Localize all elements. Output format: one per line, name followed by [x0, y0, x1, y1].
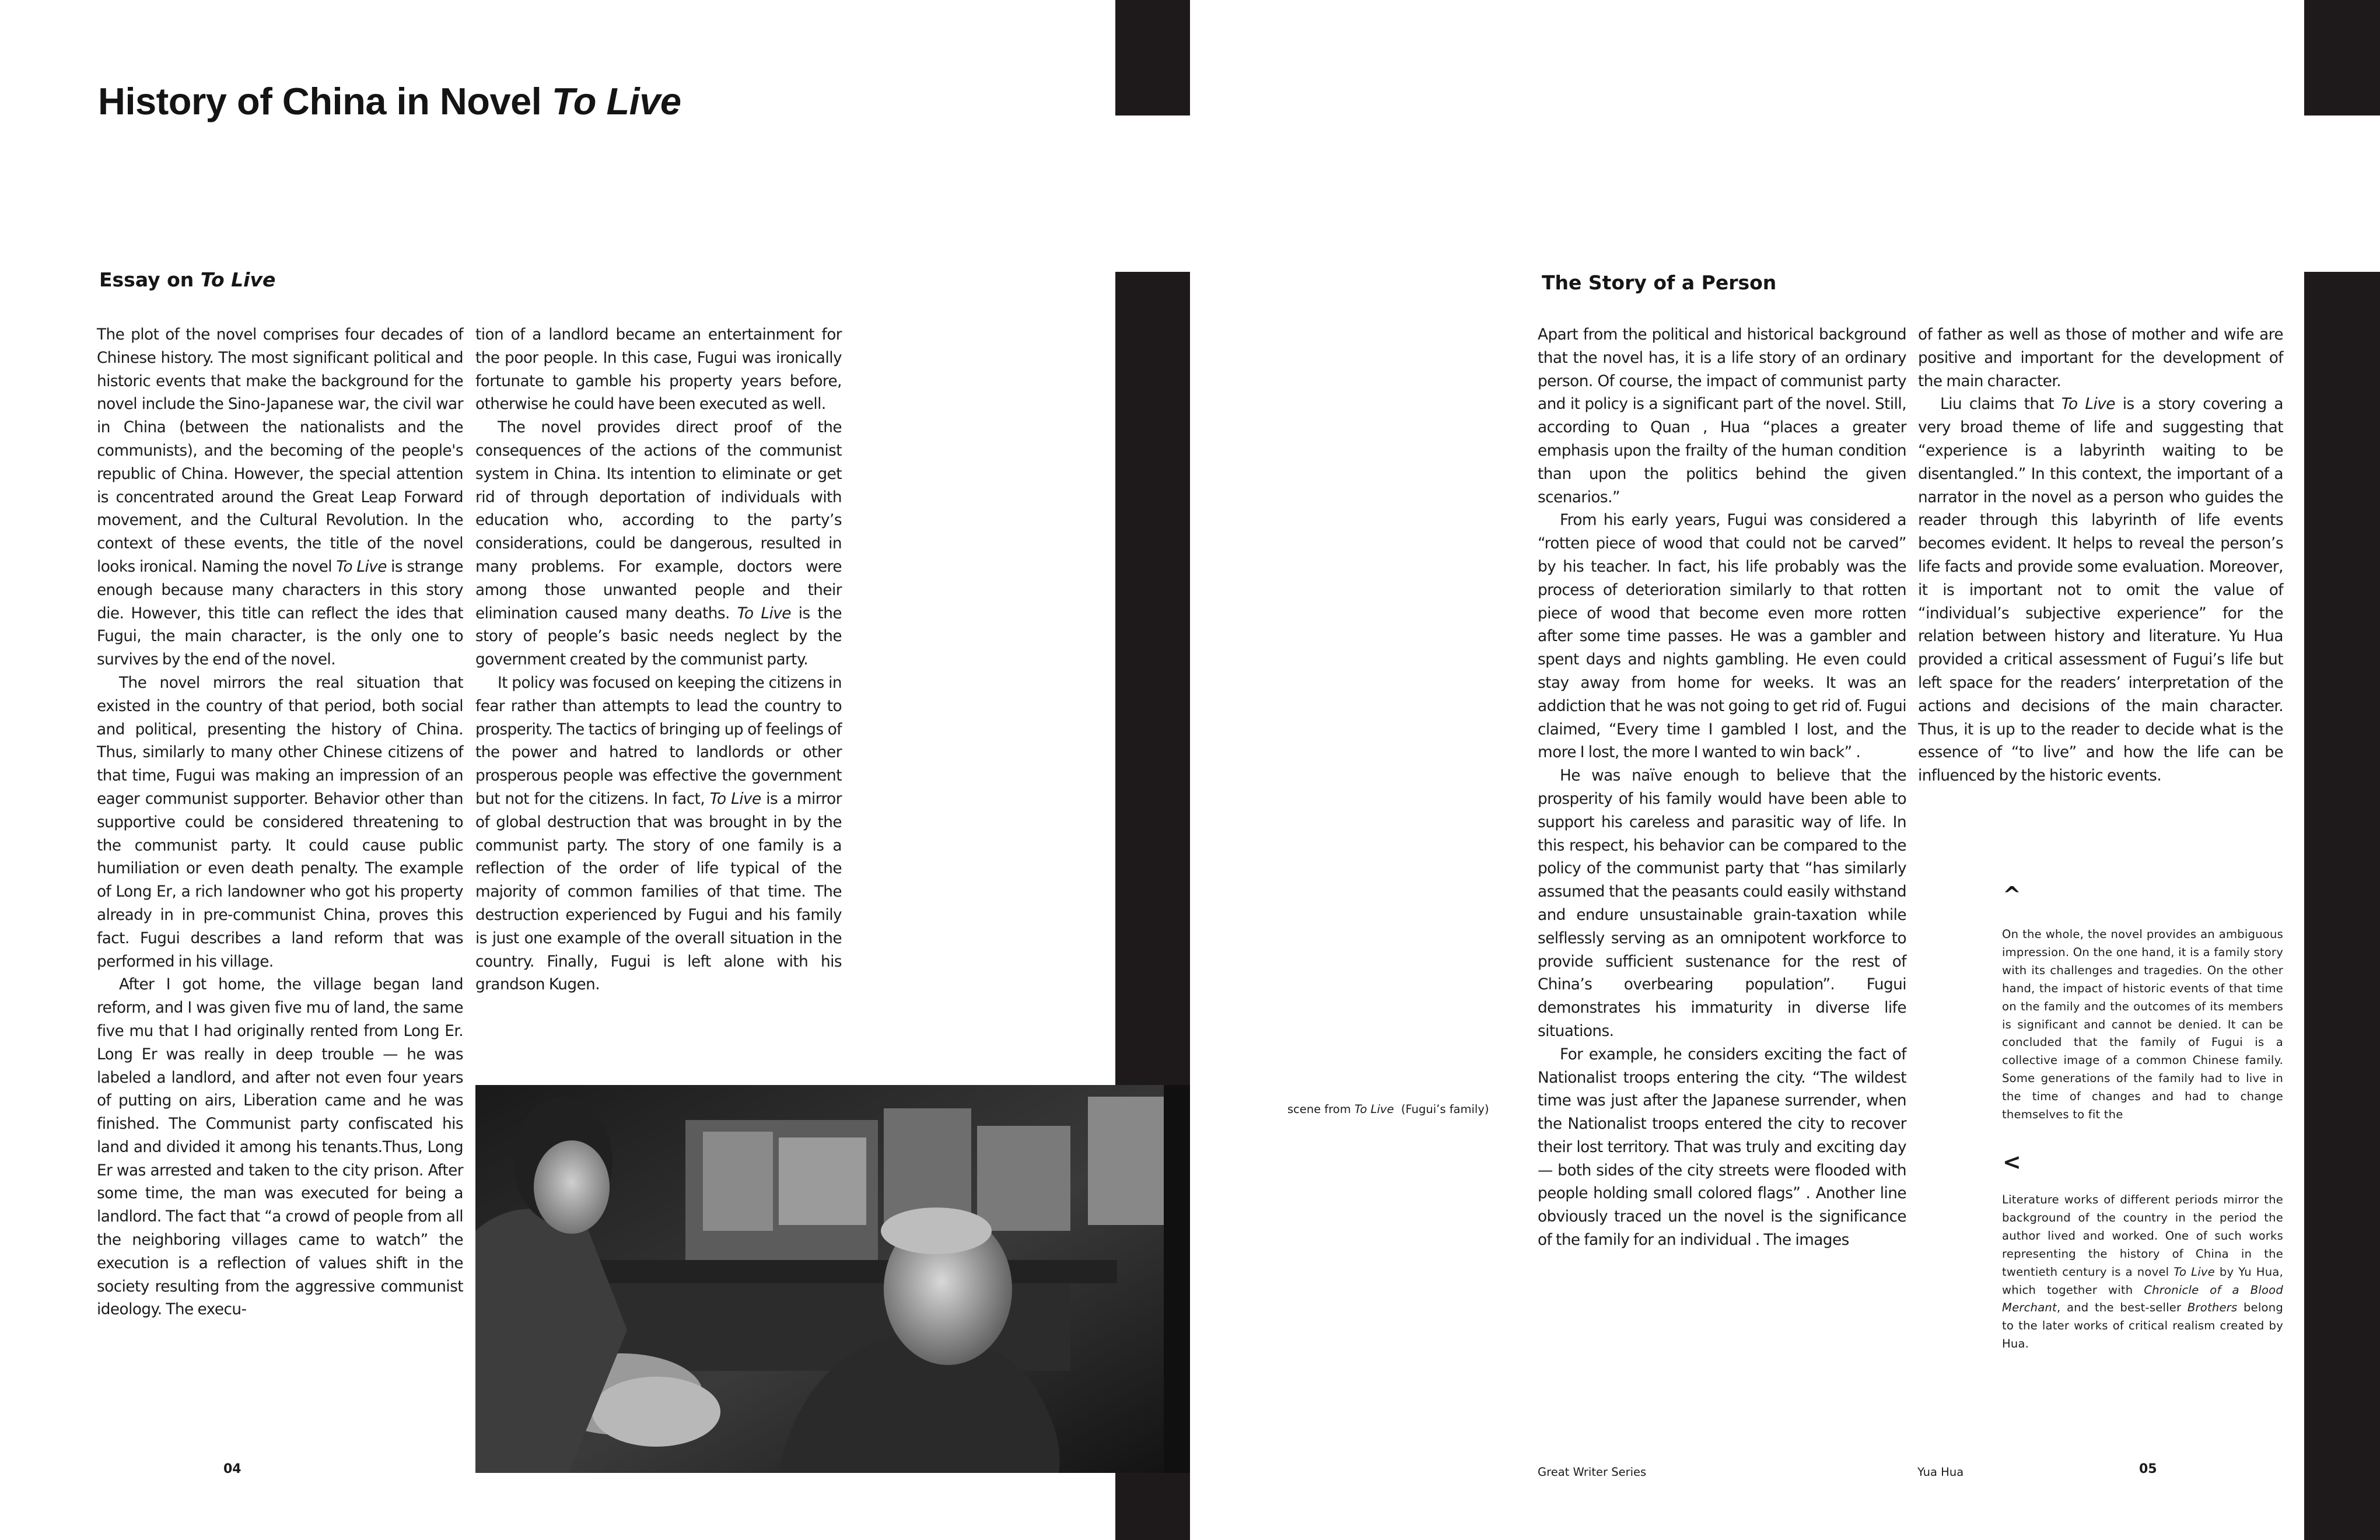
film-still-photo — [475, 1085, 1190, 1473]
page-title: History of China in Novel To Live — [98, 80, 681, 123]
story-column-2 — [1918, 324, 2283, 788]
paragraph: After I got home, the village began land reform, and I was given five mu of land, the same five mu that I had originally rented from Long Er. Long Er was really in deep trouble — he was labeled a landlord, and after not even four years of putting on airs, Liberation came and he was finished. The Communist party confiscated his land and divided it among his tenants.Thus, Long Er was arrested and taken to the city prison. After some time, the man was executed for being a landlord. The fact that “a crowd of people from all the neighboring villages came to watch” the execution is a reflection of values shift in the society resulting from the aggressive communist ideology. The execu- — [97, 976, 463, 1319]
paragraph: For example, he considers exciting the fact of Nationalist troops entering the city. “The wildest time was just after the Japanese surrender, when the Nationalist troops entered the city to recover their lost territory. That was truly and exciting day — both sides of the city streets were flooded with people holding small colored flags” . Another line obviously traced un the novel is the significance of the family for an individual . The images — [1538, 1045, 1906, 1250]
paragraph: It policy was focused on keeping the citizens in fear rather than attempts to lead the country to prosperity. The tactics of bringing up of feelings of the power and hatred to landlords or other prosperous people was effective the government but not for the citizens. In fact, To Live is a mirror of global destruction that was brought in by the communist party. The story of one family is a reflection of the order of life typical of the majority of common families of that time. The destruction experienced by Fugui and his family is just one example of the overall situation in the country. Finally, Fugui is left alone with his grandson Kugen. — [475, 674, 842, 994]
right-side-bar — [2304, 272, 2380, 1540]
essay-column-1 — [97, 324, 463, 1322]
page-number-right: 05 — [2139, 1462, 2157, 1476]
paragraph: The novel provides direct proof of the consequences of the actions of the communist system in China. Its intention to eliminate or get rid of through deportation of individuals with education who, according to the party’s considerations, could be dangerous, resulted in many problems. For example, doctors were among those unwanted people and their elimination caused many deaths. To Live is the story of people’s basic needs neglect by the government created by the communist party. — [475, 419, 842, 669]
footer-author: Yua Hua — [1917, 1465, 1964, 1479]
paragraph: The novel mirrors the real situation that existed in the country of that period, both social and political, presenting the history of China. Thus, similarly to many other Chinese citizens of that time, Fugui was making an impression of an eager communist supporter. Behavior other than supportive could be considered threatening to the communist party. It could cause public humiliation or even death penalty. The example of Long Er, a rich landowner who got his property already in in pre-communist China, proves this fact. Fugui describes a land reform that was performed in his village. — [97, 674, 463, 971]
paragraph: The plot of the novel comprises four decades of Chinese history. The most significant political and historic events that make the background for the novel include the Sino-Japanese war, the civil war in China (between the nationalists and the communists), and the becoming of the people's republic of China. However, the special attention is concentrated around the Great Leap Forward movement, and the Cultural Revolution. In the context of these events, the title of the novel looks ironical. Naming the novel To Live is strange enough because many characters in this story die. However, this title can reflect the ides that Fugui, the main character, is the only one to survives by the end of the novel. — [97, 326, 463, 669]
paragraph: He was naïve enough to believe that the prosperity of his family would have been able to support his careless and parasitic way of life. In this respect, his behavior can be compared to the policy of the communist party that “has similarly assumed that the peasants could easily withstand and endure unsustainable grain-taxation while selflessly serving as an omnipotent workforce to provide sufficient sustenance for the rest of China’s overbearing population”. Fugui demonstrates his immaturity in diverse life situations. — [1538, 767, 1906, 1040]
section-heading-essay: Essay on To Live — [99, 268, 276, 291]
essay-column-2 — [475, 324, 842, 997]
paragraph: of father as well as those of mother and wife are positive and important for the development of the main character. — [1918, 326, 2283, 390]
section-heading-story: The Story of a Person — [1542, 271, 1777, 294]
sidebar-note-2: Literature works of different periods mirror the background of the country in the period the author lived and worked. One of such works representing the history of China in the twentieth century is a novel To Live by Yu Hua, which together with Chronicle of a Blood Merchant, and the best-seller Brothers belong to the later works of critical realism created by Hua. — [2002, 1193, 2283, 1351]
paragraph: tion of a landlord became an entertainment for the poor people. In this case, Fugui was ironically fortunate to gamble his property years before, otherwise he could have been executed as well. — [475, 326, 842, 414]
caret-up-mark: ^ — [2003, 882, 2021, 908]
paragraph: From his early years, Fugui was considered a “rotten piece of wood that could not be carved” by his teacher. In fact, his life probably was the process of deterioration similarly to that rotten piece of wood that become even more rotten after some time passes. He was a gambler and spent days and nights gambling. He even could stay away from home for weeks. It was an addiction that he was not going to get rid of. Fugui claimed, “Every time I gambled I lost, and the more I lost, the more I wanted to win back” . — [1538, 512, 1906, 762]
right-top-bar — [2304, 0, 2380, 116]
paragraph: Apart from the political and historical background that the novel has, it is a life story of an ordinary person. Of course, the impact of communist party and it policy is a significant part of the novel. Still, according to Quan , Hua “places a greater emphasis upon the frailty of the human condition than upon the politics behind the given scenarios.” — [1538, 326, 1906, 506]
story-column-1 — [1538, 324, 1906, 1252]
sidebar-note-1: On the whole, the novel provides an ambiguous impression. On the one hand, it is a family story with its challenges and tragedies. On the other hand, the impact of historic events of that time on the family and the outcomes of its members is significant and cannot be denied. It can be concluded that the family of Fugui is a collective image of a common Chinese family. Some generations of the family had to live in the time of changes and had to change themselves to fit the — [2002, 928, 2283, 1122]
caret-left-mark: < — [2003, 1149, 2021, 1175]
paragraph: Liu claims that To Live is a story covering a very broad theme of life and suggesting that “experience is a labyrinth waiting to be disentangled.” In this context, the important of a narrator in the novel as a person who guides the reader through this labyrinth of life events becomes evident. It helps to reveal the person’s life facts and provide some evaluation. Moreover, it is important not to omit the value of “individual’s subjective experience” for the relation between history and literature. Yu Hua provided a critical assessment of Fugui’s life but left space for the readers’ interpretation of the actions and decisions of the main character. Thus, it is up to the reader to decide what is the essence of “to live” and how the life can be influenced by the historic events. — [1918, 396, 2283, 785]
photo-caption: scene from To Live (Fugui’s family) — [1287, 1102, 1489, 1116]
page-number-left: 04 — [223, 1462, 242, 1476]
footer-series: Great Writer Series — [1538, 1465, 1647, 1479]
left-top-bar — [1115, 0, 1190, 116]
